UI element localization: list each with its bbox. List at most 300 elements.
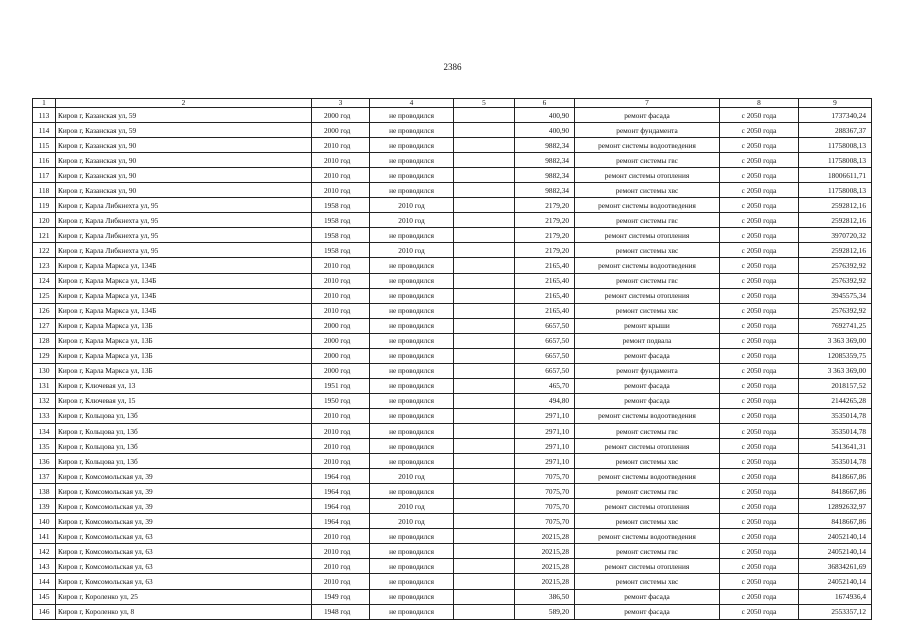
cell-work-type: ремонт системы отопления bbox=[575, 499, 720, 514]
cell-build-year: 2000 год bbox=[312, 123, 370, 138]
cell-area: 386,50 bbox=[515, 589, 575, 604]
table-row bbox=[33, 348, 872, 363]
table-row bbox=[33, 108, 872, 123]
table-row bbox=[33, 198, 872, 213]
table-row bbox=[33, 273, 872, 288]
cell-build-year: 2010 год bbox=[312, 288, 370, 303]
cell-planned-period: с 2050 года bbox=[720, 108, 799, 123]
table-row bbox=[33, 439, 872, 454]
cell-work-type: ремонт системы отопления bbox=[575, 559, 720, 574]
cell-cost: 1674936,4 bbox=[799, 589, 872, 604]
cell-area: 2971,10 bbox=[515, 439, 575, 454]
cell-address: Киров г, Кольцова ул, 13б bbox=[56, 439, 312, 454]
table-row bbox=[33, 559, 872, 574]
cell-address: Киров г, Казанская ул, 90 bbox=[56, 183, 312, 198]
cell-build-year: 2000 год bbox=[312, 318, 370, 333]
cell-work-type: ремонт системы отопления bbox=[575, 168, 720, 183]
cell-last-repair-year: не проводился bbox=[370, 228, 454, 243]
cell-cost: 24052140,14 bbox=[799, 544, 872, 559]
cell-area: 20215,28 bbox=[515, 574, 575, 589]
cell-last-repair-year: не проводился bbox=[370, 258, 454, 273]
cell-address: Киров г, Казанская ул, 59 bbox=[56, 108, 312, 123]
cell-address: Киров г, Комсомольская ул, 39 bbox=[56, 469, 312, 484]
cell-address: Киров г, Комсомольская ул, 39 bbox=[56, 484, 312, 499]
cell-area: 2165,40 bbox=[515, 258, 575, 273]
table-row bbox=[33, 213, 872, 228]
cell-work-type: ремонт фасада bbox=[575, 393, 720, 408]
cell-row-number: 139 bbox=[33, 499, 56, 514]
cell-build-year: 2010 год bbox=[312, 168, 370, 183]
cell-build-year: 1958 год bbox=[312, 228, 370, 243]
table-row bbox=[33, 318, 872, 333]
column-header-9: 9 bbox=[799, 99, 872, 108]
table-row bbox=[33, 303, 872, 318]
cell-row-number: 136 bbox=[33, 454, 56, 469]
cell-address: Киров г, Карла Маркса ул, 13Б bbox=[56, 318, 312, 333]
cell-row-number: 124 bbox=[33, 273, 56, 288]
cell-area: 7075,70 bbox=[515, 484, 575, 499]
cell-planned-period: с 2050 года bbox=[720, 604, 799, 619]
cell-row-number: 135 bbox=[33, 439, 56, 454]
cell-last-repair-year: не проводился bbox=[370, 108, 454, 123]
cell-planned-period: с 2050 года bbox=[720, 363, 799, 378]
cell-last-repair-year: не проводился bbox=[370, 138, 454, 153]
table-row bbox=[33, 589, 872, 604]
table-row bbox=[33, 544, 872, 559]
cell-build-year: 2010 год bbox=[312, 423, 370, 438]
cell-build-year: 2000 год bbox=[312, 348, 370, 363]
cell-build-year: 1964 год bbox=[312, 469, 370, 484]
cell-row-number: 141 bbox=[33, 529, 56, 544]
cell-empty-cell bbox=[454, 363, 515, 378]
cell-work-type: ремонт системы водоотведения bbox=[575, 198, 720, 213]
cell-row-number: 145 bbox=[33, 589, 56, 604]
cell-planned-period: с 2050 года bbox=[720, 183, 799, 198]
cell-work-type: ремонт системы отопления bbox=[575, 228, 720, 243]
cell-empty-cell bbox=[454, 499, 515, 514]
cell-build-year: 2010 год bbox=[312, 303, 370, 318]
cell-cost: 2592812,16 bbox=[799, 198, 872, 213]
cell-planned-period: с 2050 года bbox=[720, 574, 799, 589]
table-row bbox=[33, 168, 872, 183]
column-header-4: 4 bbox=[370, 99, 454, 108]
cell-empty-cell bbox=[454, 393, 515, 408]
cell-work-type: ремонт фасада bbox=[575, 589, 720, 604]
cell-build-year: 1958 год bbox=[312, 243, 370, 258]
cell-work-type: ремонт системы водоотведения bbox=[575, 258, 720, 273]
column-header-7: 7 bbox=[575, 99, 720, 108]
cell-row-number: 118 bbox=[33, 183, 56, 198]
cell-build-year: 2010 год bbox=[312, 138, 370, 153]
cell-address: Киров г, Комсомольская ул, 63 bbox=[56, 529, 312, 544]
cell-planned-period: с 2050 года bbox=[720, 138, 799, 153]
cell-planned-period: с 2050 года bbox=[720, 393, 799, 408]
cell-last-repair-year: не проводился bbox=[370, 544, 454, 559]
cell-address: Киров г, Карла Маркса ул, 134Б bbox=[56, 273, 312, 288]
cell-build-year: 2010 год bbox=[312, 529, 370, 544]
cell-address: Киров г, Карла Либкнехта ул, 95 bbox=[56, 228, 312, 243]
header-row bbox=[33, 99, 872, 108]
cell-address: Киров г, Казанская ул, 90 bbox=[56, 168, 312, 183]
table-row bbox=[33, 408, 872, 423]
cell-cost: 3945575,34 bbox=[799, 288, 872, 303]
cell-work-type: ремонт системы хвс bbox=[575, 454, 720, 469]
column-header-1: 1 bbox=[33, 99, 56, 108]
cell-planned-period: с 2050 года bbox=[720, 378, 799, 393]
cell-row-number: 144 bbox=[33, 574, 56, 589]
cell-row-number: 126 bbox=[33, 303, 56, 318]
cell-row-number: 120 bbox=[33, 213, 56, 228]
cell-area: 494,80 bbox=[515, 393, 575, 408]
cell-work-type: ремонт системы водоотведения bbox=[575, 469, 720, 484]
cell-address: Киров г, Кольцова ул, 13б bbox=[56, 454, 312, 469]
cell-planned-period: с 2050 года bbox=[720, 273, 799, 288]
cell-address: Киров г, Кольцова ул, 13б bbox=[56, 423, 312, 438]
cell-row-number: 125 bbox=[33, 288, 56, 303]
cell-address: Киров г, Карла Маркса ул, 13Б bbox=[56, 363, 312, 378]
cell-build-year: 1964 год bbox=[312, 514, 370, 529]
cell-last-repair-year: не проводился bbox=[370, 183, 454, 198]
cell-last-repair-year: 2010 год bbox=[370, 243, 454, 258]
cell-row-number: 140 bbox=[33, 514, 56, 529]
column-header-3: 3 bbox=[312, 99, 370, 108]
cell-area: 9882,34 bbox=[515, 153, 575, 168]
cell-address: Киров г, Карла Маркса ул, 134Б bbox=[56, 288, 312, 303]
cell-build-year: 2000 год bbox=[312, 333, 370, 348]
table-row bbox=[33, 574, 872, 589]
cell-address: Киров г, Ключевая ул, 15 bbox=[56, 393, 312, 408]
cell-build-year: 2000 год bbox=[312, 108, 370, 123]
cell-work-type: ремонт системы гвс bbox=[575, 423, 720, 438]
table-row bbox=[33, 514, 872, 529]
cell-address: Киров г, Карла Маркса ул, 134Б bbox=[56, 303, 312, 318]
cell-cost: 3535014,78 bbox=[799, 408, 872, 423]
cell-planned-period: с 2050 года bbox=[720, 408, 799, 423]
cell-last-repair-year: не проводился bbox=[370, 484, 454, 499]
cell-area: 7075,70 bbox=[515, 514, 575, 529]
table-body bbox=[33, 108, 872, 620]
cell-last-repair-year: не проводился bbox=[370, 168, 454, 183]
cell-row-number: 134 bbox=[33, 423, 56, 438]
cell-row-number: 123 bbox=[33, 258, 56, 273]
cell-last-repair-year: не проводился bbox=[370, 348, 454, 363]
cell-work-type: ремонт системы гвс bbox=[575, 153, 720, 168]
cell-cost: 288367,37 bbox=[799, 123, 872, 138]
cell-row-number: 115 bbox=[33, 138, 56, 153]
cell-build-year: 2010 год bbox=[312, 273, 370, 288]
cell-area: 20215,28 bbox=[515, 529, 575, 544]
cell-build-year: 1950 год bbox=[312, 393, 370, 408]
cell-row-number: 117 bbox=[33, 168, 56, 183]
cell-planned-period: с 2050 года bbox=[720, 484, 799, 499]
table-row bbox=[33, 378, 872, 393]
cell-planned-period: с 2050 года bbox=[720, 333, 799, 348]
cell-work-type: ремонт системы водоотведения bbox=[575, 138, 720, 153]
cell-planned-period: с 2050 года bbox=[720, 318, 799, 333]
cell-work-type: ремонт подвала bbox=[575, 333, 720, 348]
table-row bbox=[33, 288, 872, 303]
cell-row-number: 127 bbox=[33, 318, 56, 333]
column-header-8: 8 bbox=[720, 99, 799, 108]
cell-last-repair-year: 2010 год bbox=[370, 469, 454, 484]
cell-last-repair-year: не проводился bbox=[370, 333, 454, 348]
cell-planned-period: с 2050 года bbox=[720, 499, 799, 514]
cell-empty-cell bbox=[454, 243, 515, 258]
cell-work-type: ремонт системы хвс bbox=[575, 514, 720, 529]
cell-last-repair-year: не проводился bbox=[370, 604, 454, 619]
table-row bbox=[33, 423, 872, 438]
cell-area: 6657,50 bbox=[515, 363, 575, 378]
cell-cost: 11758008,13 bbox=[799, 138, 872, 153]
cell-row-number: 131 bbox=[33, 378, 56, 393]
cell-empty-cell bbox=[454, 138, 515, 153]
cell-build-year: 1958 год bbox=[312, 213, 370, 228]
cell-cost: 2018157,52 bbox=[799, 378, 872, 393]
cell-address: Киров г, Карла Либкнехта ул, 95 bbox=[56, 243, 312, 258]
cell-last-repair-year: не проводился bbox=[370, 589, 454, 604]
cell-row-number: 113 bbox=[33, 108, 56, 123]
cell-build-year: 2010 год bbox=[312, 408, 370, 423]
cell-address: Киров г, Короленко ул, 25 bbox=[56, 589, 312, 604]
cell-last-repair-year: не проводился bbox=[370, 273, 454, 288]
cell-planned-period: с 2050 года bbox=[720, 303, 799, 318]
cell-build-year: 1948 год bbox=[312, 604, 370, 619]
cell-build-year: 2010 год bbox=[312, 153, 370, 168]
cell-planned-period: с 2050 года bbox=[720, 544, 799, 559]
cell-row-number: 137 bbox=[33, 469, 56, 484]
table-row bbox=[33, 333, 872, 348]
cell-cost: 7692741,25 bbox=[799, 318, 872, 333]
cell-row-number: 121 bbox=[33, 228, 56, 243]
cell-area: 9882,34 bbox=[515, 183, 575, 198]
cell-cost: 2576392,92 bbox=[799, 273, 872, 288]
cell-area: 2179,20 bbox=[515, 198, 575, 213]
cell-row-number: 128 bbox=[33, 333, 56, 348]
cell-area: 465,70 bbox=[515, 378, 575, 393]
cell-empty-cell bbox=[454, 439, 515, 454]
cell-work-type: ремонт фасада bbox=[575, 348, 720, 363]
cell-work-type: ремонт фасада bbox=[575, 378, 720, 393]
cell-cost: 3970720,32 bbox=[799, 228, 872, 243]
cell-planned-period: с 2050 года bbox=[720, 439, 799, 454]
cell-cost: 11758008,13 bbox=[799, 153, 872, 168]
table-row bbox=[33, 499, 872, 514]
cell-cost: 8418667,86 bbox=[799, 484, 872, 499]
cell-last-repair-year: 2010 год bbox=[370, 514, 454, 529]
cell-planned-period: с 2050 года bbox=[720, 153, 799, 168]
cell-row-number: 133 bbox=[33, 408, 56, 423]
cell-empty-cell bbox=[454, 168, 515, 183]
cell-area: 20215,28 bbox=[515, 559, 575, 574]
cell-row-number: 146 bbox=[33, 604, 56, 619]
cell-work-type: ремонт системы водоотведения bbox=[575, 529, 720, 544]
cell-address: Киров г, Казанская ул, 90 bbox=[56, 138, 312, 153]
cell-work-type: ремонт системы хвс bbox=[575, 303, 720, 318]
cell-area: 6657,50 bbox=[515, 318, 575, 333]
cell-row-number: 130 bbox=[33, 363, 56, 378]
cell-planned-period: с 2050 года bbox=[720, 258, 799, 273]
cell-build-year: 1964 год bbox=[312, 499, 370, 514]
cell-cost: 18006611,71 bbox=[799, 168, 872, 183]
cell-cost: 24052140,14 bbox=[799, 574, 872, 589]
cell-row-number: 116 bbox=[33, 153, 56, 168]
cell-area: 6657,50 bbox=[515, 333, 575, 348]
cell-area: 6657,50 bbox=[515, 348, 575, 363]
cell-row-number: 119 bbox=[33, 198, 56, 213]
cell-work-type: ремонт фасада bbox=[575, 108, 720, 123]
repair-schedule-table bbox=[32, 98, 872, 620]
cell-cost: 2576392,92 bbox=[799, 258, 872, 273]
table-row bbox=[33, 153, 872, 168]
cell-area: 2165,40 bbox=[515, 273, 575, 288]
cell-last-repair-year: 2010 год bbox=[370, 213, 454, 228]
cell-cost: 5413641,31 bbox=[799, 439, 872, 454]
cell-work-type: ремонт системы гвс bbox=[575, 544, 720, 559]
cell-last-repair-year: не проводился bbox=[370, 393, 454, 408]
cell-empty-cell bbox=[454, 423, 515, 438]
table-row bbox=[33, 393, 872, 408]
cell-area: 2971,10 bbox=[515, 408, 575, 423]
cell-area: 20215,28 bbox=[515, 544, 575, 559]
cell-empty-cell bbox=[454, 544, 515, 559]
cell-cost: 2592812,16 bbox=[799, 243, 872, 258]
page-number: 2386 bbox=[443, 62, 462, 72]
cell-work-type: ремонт фасада bbox=[575, 604, 720, 619]
cell-area: 2971,10 bbox=[515, 423, 575, 438]
cell-work-type: ремонт системы отопления bbox=[575, 288, 720, 303]
cell-cost: 2592812,16 bbox=[799, 213, 872, 228]
cell-work-type: ремонт системы гвс bbox=[575, 273, 720, 288]
cell-build-year: 2010 год bbox=[312, 559, 370, 574]
cell-address: Киров г, Комсомольская ул, 39 bbox=[56, 499, 312, 514]
cell-cost: 3535014,78 bbox=[799, 423, 872, 438]
cell-work-type: ремонт системы хвс bbox=[575, 574, 720, 589]
table-row bbox=[33, 258, 872, 273]
cell-planned-period: с 2050 года bbox=[720, 348, 799, 363]
cell-row-number: 132 bbox=[33, 393, 56, 408]
cell-cost: 3 363 369,00 bbox=[799, 333, 872, 348]
cell-empty-cell bbox=[454, 258, 515, 273]
cell-address: Киров г, Карла Маркса ул, 134Б bbox=[56, 258, 312, 273]
cell-planned-period: с 2050 года bbox=[720, 529, 799, 544]
cell-work-type: ремонт системы гвс bbox=[575, 213, 720, 228]
cell-planned-period: с 2050 года bbox=[720, 123, 799, 138]
cell-cost: 11758008,13 bbox=[799, 183, 872, 198]
cell-last-repair-year: не проводился bbox=[370, 529, 454, 544]
cell-build-year: 2010 год bbox=[312, 454, 370, 469]
cell-row-number: 129 bbox=[33, 348, 56, 363]
cell-area: 2179,20 bbox=[515, 213, 575, 228]
cell-area: 400,90 bbox=[515, 108, 575, 123]
cell-row-number: 114 bbox=[33, 123, 56, 138]
cell-cost: 8418667,86 bbox=[799, 514, 872, 529]
column-header-6: 6 bbox=[515, 99, 575, 108]
cell-work-type: ремонт крыши bbox=[575, 318, 720, 333]
cell-empty-cell bbox=[454, 183, 515, 198]
cell-build-year: 1958 год bbox=[312, 198, 370, 213]
table-row bbox=[33, 529, 872, 544]
cell-last-repair-year: не проводился bbox=[370, 123, 454, 138]
cell-address: Киров г, Комсомольская ул, 63 bbox=[56, 574, 312, 589]
cell-build-year: 2010 год bbox=[312, 439, 370, 454]
table-row bbox=[33, 228, 872, 243]
cell-area: 7075,70 bbox=[515, 499, 575, 514]
cell-planned-period: с 2050 года bbox=[720, 228, 799, 243]
cell-empty-cell bbox=[454, 529, 515, 544]
table-row bbox=[33, 123, 872, 138]
cell-address: Киров г, Комсомольская ул, 63 bbox=[56, 544, 312, 559]
cell-work-type: ремонт фундамента bbox=[575, 123, 720, 138]
cell-empty-cell bbox=[454, 213, 515, 228]
cell-row-number: 142 bbox=[33, 544, 56, 559]
cell-planned-period: с 2050 года bbox=[720, 514, 799, 529]
cell-cost: 12892632,97 bbox=[799, 499, 872, 514]
cell-row-number: 138 bbox=[33, 484, 56, 499]
cell-area: 2179,20 bbox=[515, 228, 575, 243]
cell-empty-cell bbox=[454, 484, 515, 499]
cell-work-type: ремонт системы отопления bbox=[575, 439, 720, 454]
cell-work-type: ремонт системы хвс bbox=[575, 183, 720, 198]
cell-planned-period: с 2050 года bbox=[720, 589, 799, 604]
cell-address: Киров г, Казанская ул, 59 bbox=[56, 123, 312, 138]
cell-empty-cell bbox=[454, 378, 515, 393]
cell-build-year: 2010 год bbox=[312, 544, 370, 559]
column-header-5: 5 bbox=[454, 99, 515, 108]
cell-cost: 2144265,28 bbox=[799, 393, 872, 408]
cell-empty-cell bbox=[454, 408, 515, 423]
cell-work-type: ремонт системы хвс bbox=[575, 243, 720, 258]
table-row bbox=[33, 604, 872, 619]
cell-empty-cell bbox=[454, 273, 515, 288]
cell-last-repair-year: не проводился bbox=[370, 423, 454, 438]
cell-empty-cell bbox=[454, 228, 515, 243]
cell-last-repair-year: не проводился bbox=[370, 288, 454, 303]
cell-area: 2165,40 bbox=[515, 288, 575, 303]
cell-empty-cell bbox=[454, 604, 515, 619]
cell-cost: 24052140,14 bbox=[799, 529, 872, 544]
cell-area: 589,20 bbox=[515, 604, 575, 619]
cell-address: Киров г, Ключевая ул, 13 bbox=[56, 378, 312, 393]
table-row bbox=[33, 183, 872, 198]
cell-area: 9882,34 bbox=[515, 168, 575, 183]
column-header-2: 2 bbox=[56, 99, 312, 108]
cell-empty-cell bbox=[454, 108, 515, 123]
cell-build-year: 1951 год bbox=[312, 378, 370, 393]
cell-row-number: 143 bbox=[33, 559, 56, 574]
cell-cost: 2576392,92 bbox=[799, 303, 872, 318]
table-row bbox=[33, 243, 872, 258]
cell-area: 2971,10 bbox=[515, 454, 575, 469]
cell-cost: 1737340,24 bbox=[799, 108, 872, 123]
cell-area: 2165,40 bbox=[515, 303, 575, 318]
cell-last-repair-year: 2010 год bbox=[370, 198, 454, 213]
cell-build-year: 2010 год bbox=[312, 183, 370, 198]
cell-last-repair-year: не проводился bbox=[370, 559, 454, 574]
cell-area: 7075,70 bbox=[515, 469, 575, 484]
cell-address: Киров г, Карла Маркса ул, 13Б bbox=[56, 333, 312, 348]
cell-row-number: 122 bbox=[33, 243, 56, 258]
cell-empty-cell bbox=[454, 454, 515, 469]
cell-cost: 3535014,78 bbox=[799, 454, 872, 469]
cell-address: Киров г, Карла Либкнехта ул, 95 bbox=[56, 198, 312, 213]
cell-planned-period: с 2050 года bbox=[720, 559, 799, 574]
cell-build-year: 1949 год bbox=[312, 589, 370, 604]
cell-last-repair-year: не проводился bbox=[370, 408, 454, 423]
cell-area: 9882,34 bbox=[515, 138, 575, 153]
cell-address: Киров г, Кольцова ул, 13б bbox=[56, 408, 312, 423]
cell-last-repair-year: не проводился bbox=[370, 303, 454, 318]
table-row bbox=[33, 363, 872, 378]
